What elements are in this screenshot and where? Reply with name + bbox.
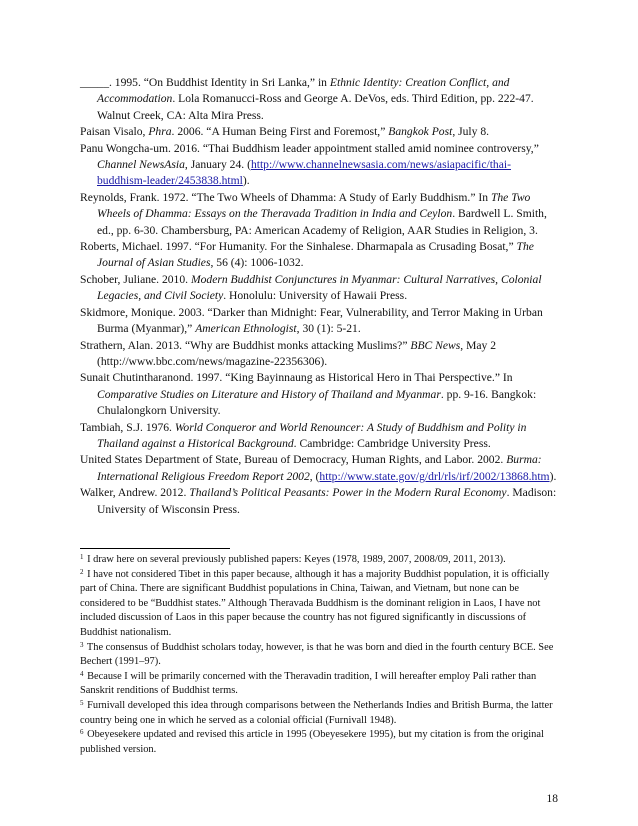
reference-text: Schober, Juliane. 2010. xyxy=(80,272,191,286)
footnote-text: I have not considered Tibet in this paper because, although it has a majority Buddhist population, it is officially part of China. There are significant Buddhist populations in China, Taiwan, and Vietnam, but none can be considered to be “Buddhist states.” Although Theravada Buddhism is the dominant religion in Laos, I have not included discussion of Laos in this paper because the country has not figured significantly in discussions of Buddhist nationalism. xyxy=(80,568,550,638)
reference-text: . Honolulu: University of Hawaii Press. xyxy=(223,289,408,303)
reference-text: United States Department of State, Bureau of Democracy, Human Rights, and Labor. 2002. xyxy=(80,453,507,467)
reference-text: , 30 (1): 5-21. xyxy=(296,322,361,336)
reference-italic-title: Phra xyxy=(148,125,172,139)
reference-entry xyxy=(80,75,558,124)
reference-entry xyxy=(80,141,558,190)
reference-entry xyxy=(80,338,558,371)
footnote-number: 6 xyxy=(80,728,84,737)
reference-italic-title: BBC News xyxy=(410,338,461,352)
reference-entry xyxy=(80,124,558,140)
reference-text: ). xyxy=(549,469,557,483)
reference-text: . Madison: University of Wisconsin Press. xyxy=(97,486,557,516)
reference-italic-title: Channel NewsAsia xyxy=(97,158,185,172)
reference-italic-title: Ethnic Identity: Creation Conflict, and Accommodation xyxy=(97,76,510,106)
reference-text: . Bardwell L. Smith, ed., pp. 6-30. Chambersburg, PA: American Academy of Religion, AAR Studies in Religion, 3. xyxy=(97,207,547,237)
reference-entry xyxy=(80,485,558,518)
reference-text: . 2006. “A Human Being First and Foremost,” xyxy=(171,125,389,139)
reference-text: . Cambridge: Cambridge University Press. xyxy=(293,436,491,450)
footnote xyxy=(80,568,558,641)
reference-text: Reynolds, Frank. 1972. “The Two Wheels of Dhamma: A Study of Early Buddhism.” In xyxy=(80,190,491,204)
reference-italic-title: The Two Wheels of Dhamma: Essays on the Theravada Tradition in India and Ceylon xyxy=(97,190,531,221)
reference-text: ). xyxy=(242,174,250,188)
footnote-number: 1 xyxy=(80,553,84,561)
reference-text: . Lola Romanucci-Ross and George A. DeVos, eds. Third Edition, pp. 222-47. Walnut Creek, CA: Alta Mira Press. xyxy=(97,92,534,122)
reference-italic-title: World Conqueror and World Renouncer: A Study of Buddhism and Polity in Thailand against a Historical Background xyxy=(97,420,527,450)
reference-italic-title: Comparative Studies on Literature and History of Thailand and Myanmar xyxy=(97,387,441,401)
reference-text: Panu Wongcha-um. 2016. “Thai Buddhism leader appointment stalled amid nominee controversy,” xyxy=(80,141,539,155)
reference-text: Skidmore, Monique. 2003. “Darker than Midnight: Fear, Vulnerability, and Terror Making in Urban Burma (Myanmar),” xyxy=(80,305,543,336)
footnote xyxy=(80,699,558,728)
footnote xyxy=(80,641,558,670)
reference-italic-title: American Ethnologist xyxy=(195,322,297,336)
reference-entry xyxy=(80,420,558,453)
reference-entry xyxy=(80,452,558,485)
footnote xyxy=(80,728,558,757)
footnote-text: Obeyesekere updated and revised this article in 1995 (Obeyesekere 1995), but my citation is from the original published version. xyxy=(80,729,544,755)
footnote-number: 3 xyxy=(80,640,84,649)
footnote-number: 4 xyxy=(80,669,84,678)
reference-text: Sunait Chutintharanond. 1997. “King Bayinnaung as Historical Hero in Thai Perspective.” In xyxy=(80,371,513,385)
reference-text: _____. 1995. “On Buddhist Identity in Sri Lanka,” in xyxy=(80,76,330,89)
reference-italic-title: Modern Buddhist Conjunctures in Myanmar: Cultural Narratives, Colonial Legacies, and Civil Society xyxy=(97,272,542,303)
reference-italic-title: Bangkok Post xyxy=(388,125,453,139)
reference-text: Strathern, Alan. 2013. “Why are Buddhist monks attacking Muslims?” xyxy=(80,338,411,352)
reference-text: Roberts, Michael. 1997. “For Humanity. For the Sinhalese. Dharmapala as Crusading Bosat,” xyxy=(80,240,517,254)
reference-entry xyxy=(80,305,558,338)
reference-entry xyxy=(80,239,558,272)
reference-link[interactable]: http://www.channelnewsasia.com/news/asiapacific/thai-buddhism-leader/2453838.html xyxy=(97,158,511,188)
reference-italic-title: The Journal of Asian Studies xyxy=(97,240,534,270)
page-number: 18 xyxy=(546,793,558,805)
reference-entry xyxy=(80,190,558,239)
reference-text: , July 8. xyxy=(452,125,490,139)
reference-text: , January 24. ( xyxy=(184,158,251,172)
reference-text: . pp. 9-16. Bangkok: Chulalongkorn University. xyxy=(97,387,537,418)
footnote-number: 5 xyxy=(80,698,84,707)
reference-text: , May 2 (http://www.bbc.com/news/magazine-22356306). xyxy=(97,338,497,368)
footnote xyxy=(80,670,558,699)
footnote-list xyxy=(80,553,558,757)
footnote-text: Furnivall developed this idea through comparisons between the Netherlands Indies and British Burma, the latter country being one in which he served as a colonial official (Furnivall 1948). xyxy=(80,699,553,726)
reference-list xyxy=(80,75,558,518)
reference-italic-title: Burma: International Religious Freedom Report 2002 xyxy=(97,453,542,483)
reference-text: Paisan Visalo, xyxy=(80,125,149,139)
reference-entry xyxy=(80,272,558,305)
reference-text: Tambiah, S.J. 1976. xyxy=(80,420,175,434)
footnote-separator xyxy=(80,548,230,549)
reference-link[interactable]: http://www.state.gov/g/drl/rls/irf/2002/13868.htm xyxy=(319,469,550,483)
footnote-text: I draw here on several previously published papers: Keyes (1978, 1989, 2007, 2008/09, 2011, 2013). xyxy=(84,554,506,565)
reference-text: , ( xyxy=(309,469,320,483)
reference-text: , 56 (4): 1006-1032. xyxy=(210,256,304,270)
footnote-text: Because I will be primarily concerned with the Theravadin tradition, I will hereafter employ Pali rather than Sanskrit renditions of Buddhist terms. xyxy=(80,670,537,697)
reference-text: Walker, Andrew. 2012. xyxy=(80,486,190,500)
reference-entry xyxy=(80,370,558,419)
footnote-number: 2 xyxy=(80,567,84,576)
reference-italic-title: Thailand’s Political Peasants: Power in the Modern Rural Economy xyxy=(189,486,507,500)
footnote-text: The consensus of Buddhist scholars today, however, is that he was born and died in the fourth century BCE. See Bechert (1991–97). xyxy=(80,641,554,668)
footnote xyxy=(80,553,558,568)
